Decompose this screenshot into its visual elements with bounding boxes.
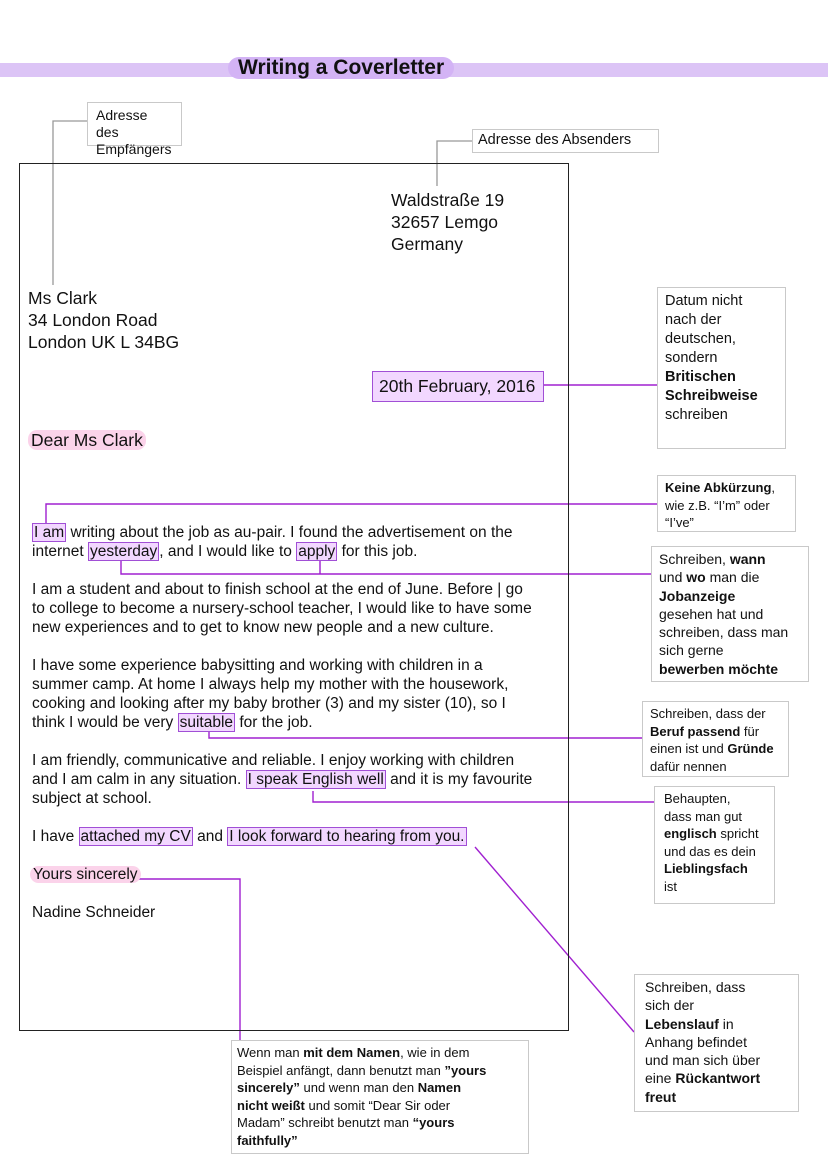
p1-line2: [32, 542, 417, 561]
note-ww-l2c: man die: [705, 569, 760, 586]
sender-city: 32657 Lemgo: [391, 212, 499, 232]
note-en-l1: Behaupten,: [664, 791, 731, 806]
note-no-abbreviation: [657, 475, 796, 532]
note-recipient-address: [87, 102, 182, 157]
note-cl-l3a: sincerely”: [237, 1080, 300, 1095]
p2-line3: new experiences and to get to know new people and a new culture.: [32, 619, 494, 636]
note-cv-l3a: Lebenslauf: [645, 1015, 719, 1032]
note-cl-l5b: “yours: [412, 1115, 455, 1130]
suitable-highlight: suitable: [179, 714, 234, 731]
apply-highlight: apply: [298, 543, 336, 560]
note-english: [654, 786, 775, 904]
note-closing: [231, 1040, 529, 1154]
p4-line1: I am friendly, communicative and reliable. I enjoy working with children: [32, 752, 515, 769]
p1-mid: , and I would like to: [159, 543, 297, 560]
note-suitable: [642, 701, 789, 777]
closing-text: Yours sincerely: [30, 866, 141, 883]
note-abbrev-l3: “I’ve”: [665, 515, 694, 530]
p3-line3: cooking and looking after my baby brother (3) and my sister (10), so I: [32, 695, 506, 712]
note-ww-l4: gesehen hat und: [659, 605, 764, 622]
note-cv-l6b: Rückantwort: [675, 1070, 761, 1087]
note-en-l2: dass man gut: [664, 808, 743, 824]
page-title: Writing a Coverletter: [228, 57, 454, 79]
note-sender-address: Adresse des Absenders: [472, 129, 659, 153]
note-suit-l2b: für: [740, 723, 760, 739]
note-en-l3a: englisch: [664, 826, 717, 841]
note-en-l4: und das es dein: [664, 843, 756, 859]
note-cl-l3b: und wenn man den: [299, 1080, 418, 1095]
p5-a: I have: [32, 828, 79, 845]
note-cl-l2b: ”yours: [444, 1062, 487, 1078]
p3-line1: I have some experience babysitting and working with children in a: [32, 657, 483, 674]
note-en-l6: ist: [664, 878, 677, 894]
note-ww-l2a: und: [659, 569, 687, 586]
note-cl-l4a: nicht weißt: [237, 1097, 305, 1113]
note-date-bold1: Britischen: [665, 369, 736, 385]
note-en-l3b: spricht: [716, 826, 759, 841]
p3-last-a: think I would be very: [32, 714, 178, 731]
note-cv-l6a: eine: [645, 1070, 676, 1087]
p3-line4: [32, 713, 313, 732]
sender-street: Waldstraße 19: [391, 190, 505, 210]
note-suit-l2a: Beruf passend: [650, 723, 741, 739]
note-cl-l1c: , wie in dem: [400, 1045, 470, 1060]
note-cl-l4b: und somit “Dear Sir oder: [304, 1097, 451, 1113]
p4-line2: [32, 770, 532, 789]
note-date-l4: sondern: [665, 350, 718, 366]
note-cl-l2a: Beispiel anfängt, dann benutzt man: [237, 1062, 445, 1078]
note-date-end: schreiben: [665, 407, 728, 423]
note-abbrev-bold: Keine Abkürzung: [665, 480, 772, 495]
cv-highlight: attached my CV: [80, 828, 191, 845]
recipient-city: London UK L 34BG: [28, 332, 180, 352]
note-ww-l1a: Schreiben,: [659, 551, 730, 567]
p1-internet: internet: [32, 543, 89, 560]
note-cv-l2: sich der: [645, 997, 695, 1014]
note-suit-l3a: einen ist und: [650, 741, 728, 756]
note-cl-l1a: Wenn man: [237, 1045, 304, 1060]
note-ww-l6: sich gerne: [659, 642, 724, 659]
note-recipient-l1: Adresse des: [96, 107, 148, 140]
p1-end: for this job.: [337, 543, 418, 560]
note-cl-l3c: Namen: [417, 1080, 462, 1095]
p4-l2c: and it is my favourite: [385, 771, 533, 788]
note-suit-l4: dafür nennen: [650, 758, 727, 774]
p1-line1-text: writing about the job as au-pair. I found the advertisement on the: [66, 524, 513, 541]
recipient-name: Ms Clark: [28, 288, 98, 308]
note-abbrev-comma: ,: [771, 480, 776, 495]
p4-l2a: and I am calm in any situation.: [32, 771, 246, 788]
sender-country: Germany: [391, 234, 463, 254]
note-cv-l4: Anhang befindet: [645, 1033, 747, 1050]
p2-line1: I am a student and about to finish school at the end of June. Before | go: [32, 581, 523, 598]
note-date-bold2: Schreibweise: [665, 388, 758, 404]
note-abbrev-l2: wie z.B. “I’m” oder: [665, 497, 770, 513]
note-cv-l1: Schreiben, dass: [645, 979, 746, 995]
note-suit-l1: Schreiben, dass der: [650, 706, 766, 721]
note-suit-l3b: Gründe: [727, 741, 774, 756]
p5-c: and: [192, 828, 228, 845]
note-cv-l3b: in: [718, 1015, 734, 1032]
look-forward-highlight: I look forward to hearing from you.: [229, 828, 465, 845]
note-cv: [634, 974, 799, 1112]
note-ww-l2b: wo: [686, 569, 706, 586]
note-when-where: [651, 546, 809, 682]
note-date: [657, 287, 786, 449]
note-ww-l7: bewerben möchte: [659, 660, 779, 677]
p3-last-c: for the job.: [235, 714, 313, 731]
note-date-l1: Datum nicht: [665, 293, 743, 309]
note-cl-l6: faithfully”: [237, 1132, 298, 1148]
note-en-l5: Lieblingsfach: [664, 861, 748, 876]
letter-date: 20th February, 2016: [372, 371, 544, 402]
note-cv-l7: freut: [645, 1088, 677, 1105]
note-recipient-l2: Empfängers: [96, 141, 172, 157]
yesterday-highlight: yesterday: [90, 543, 158, 560]
recipient-street: 34 London Road: [28, 310, 158, 330]
signature: Nadine Schneider: [32, 904, 156, 921]
note-date-l3: deutschen,: [665, 331, 736, 347]
english-highlight: I speak English well: [247, 771, 384, 788]
p2-line2: to college to become a nursery-school teacher, I would like to have some: [32, 600, 532, 617]
i-am-highlight: I am: [34, 524, 65, 541]
p3-line2: summer camp. At home I always help my mother with the housework,: [32, 676, 509, 693]
closing: [30, 865, 141, 884]
note-ww-l5: schreiben, dass man: [659, 624, 789, 641]
note-cv-l5: und man sich über: [645, 1052, 761, 1069]
salutation: [28, 430, 146, 452]
note-ww-l1b: wann: [729, 551, 766, 567]
note-ww-l3: Jobanzeige: [659, 587, 736, 604]
note-date-l2: nach der: [665, 312, 722, 328]
p4-line3: subject at school.: [32, 790, 152, 807]
note-cl-l1b: mit dem Namen: [303, 1045, 401, 1060]
note-cl-l5a: Madam” schreibt benutzt man: [237, 1115, 413, 1130]
p1-line1: [32, 523, 513, 542]
p5-line: [32, 827, 467, 846]
salutation-text: Dear Ms Clark: [28, 430, 146, 450]
